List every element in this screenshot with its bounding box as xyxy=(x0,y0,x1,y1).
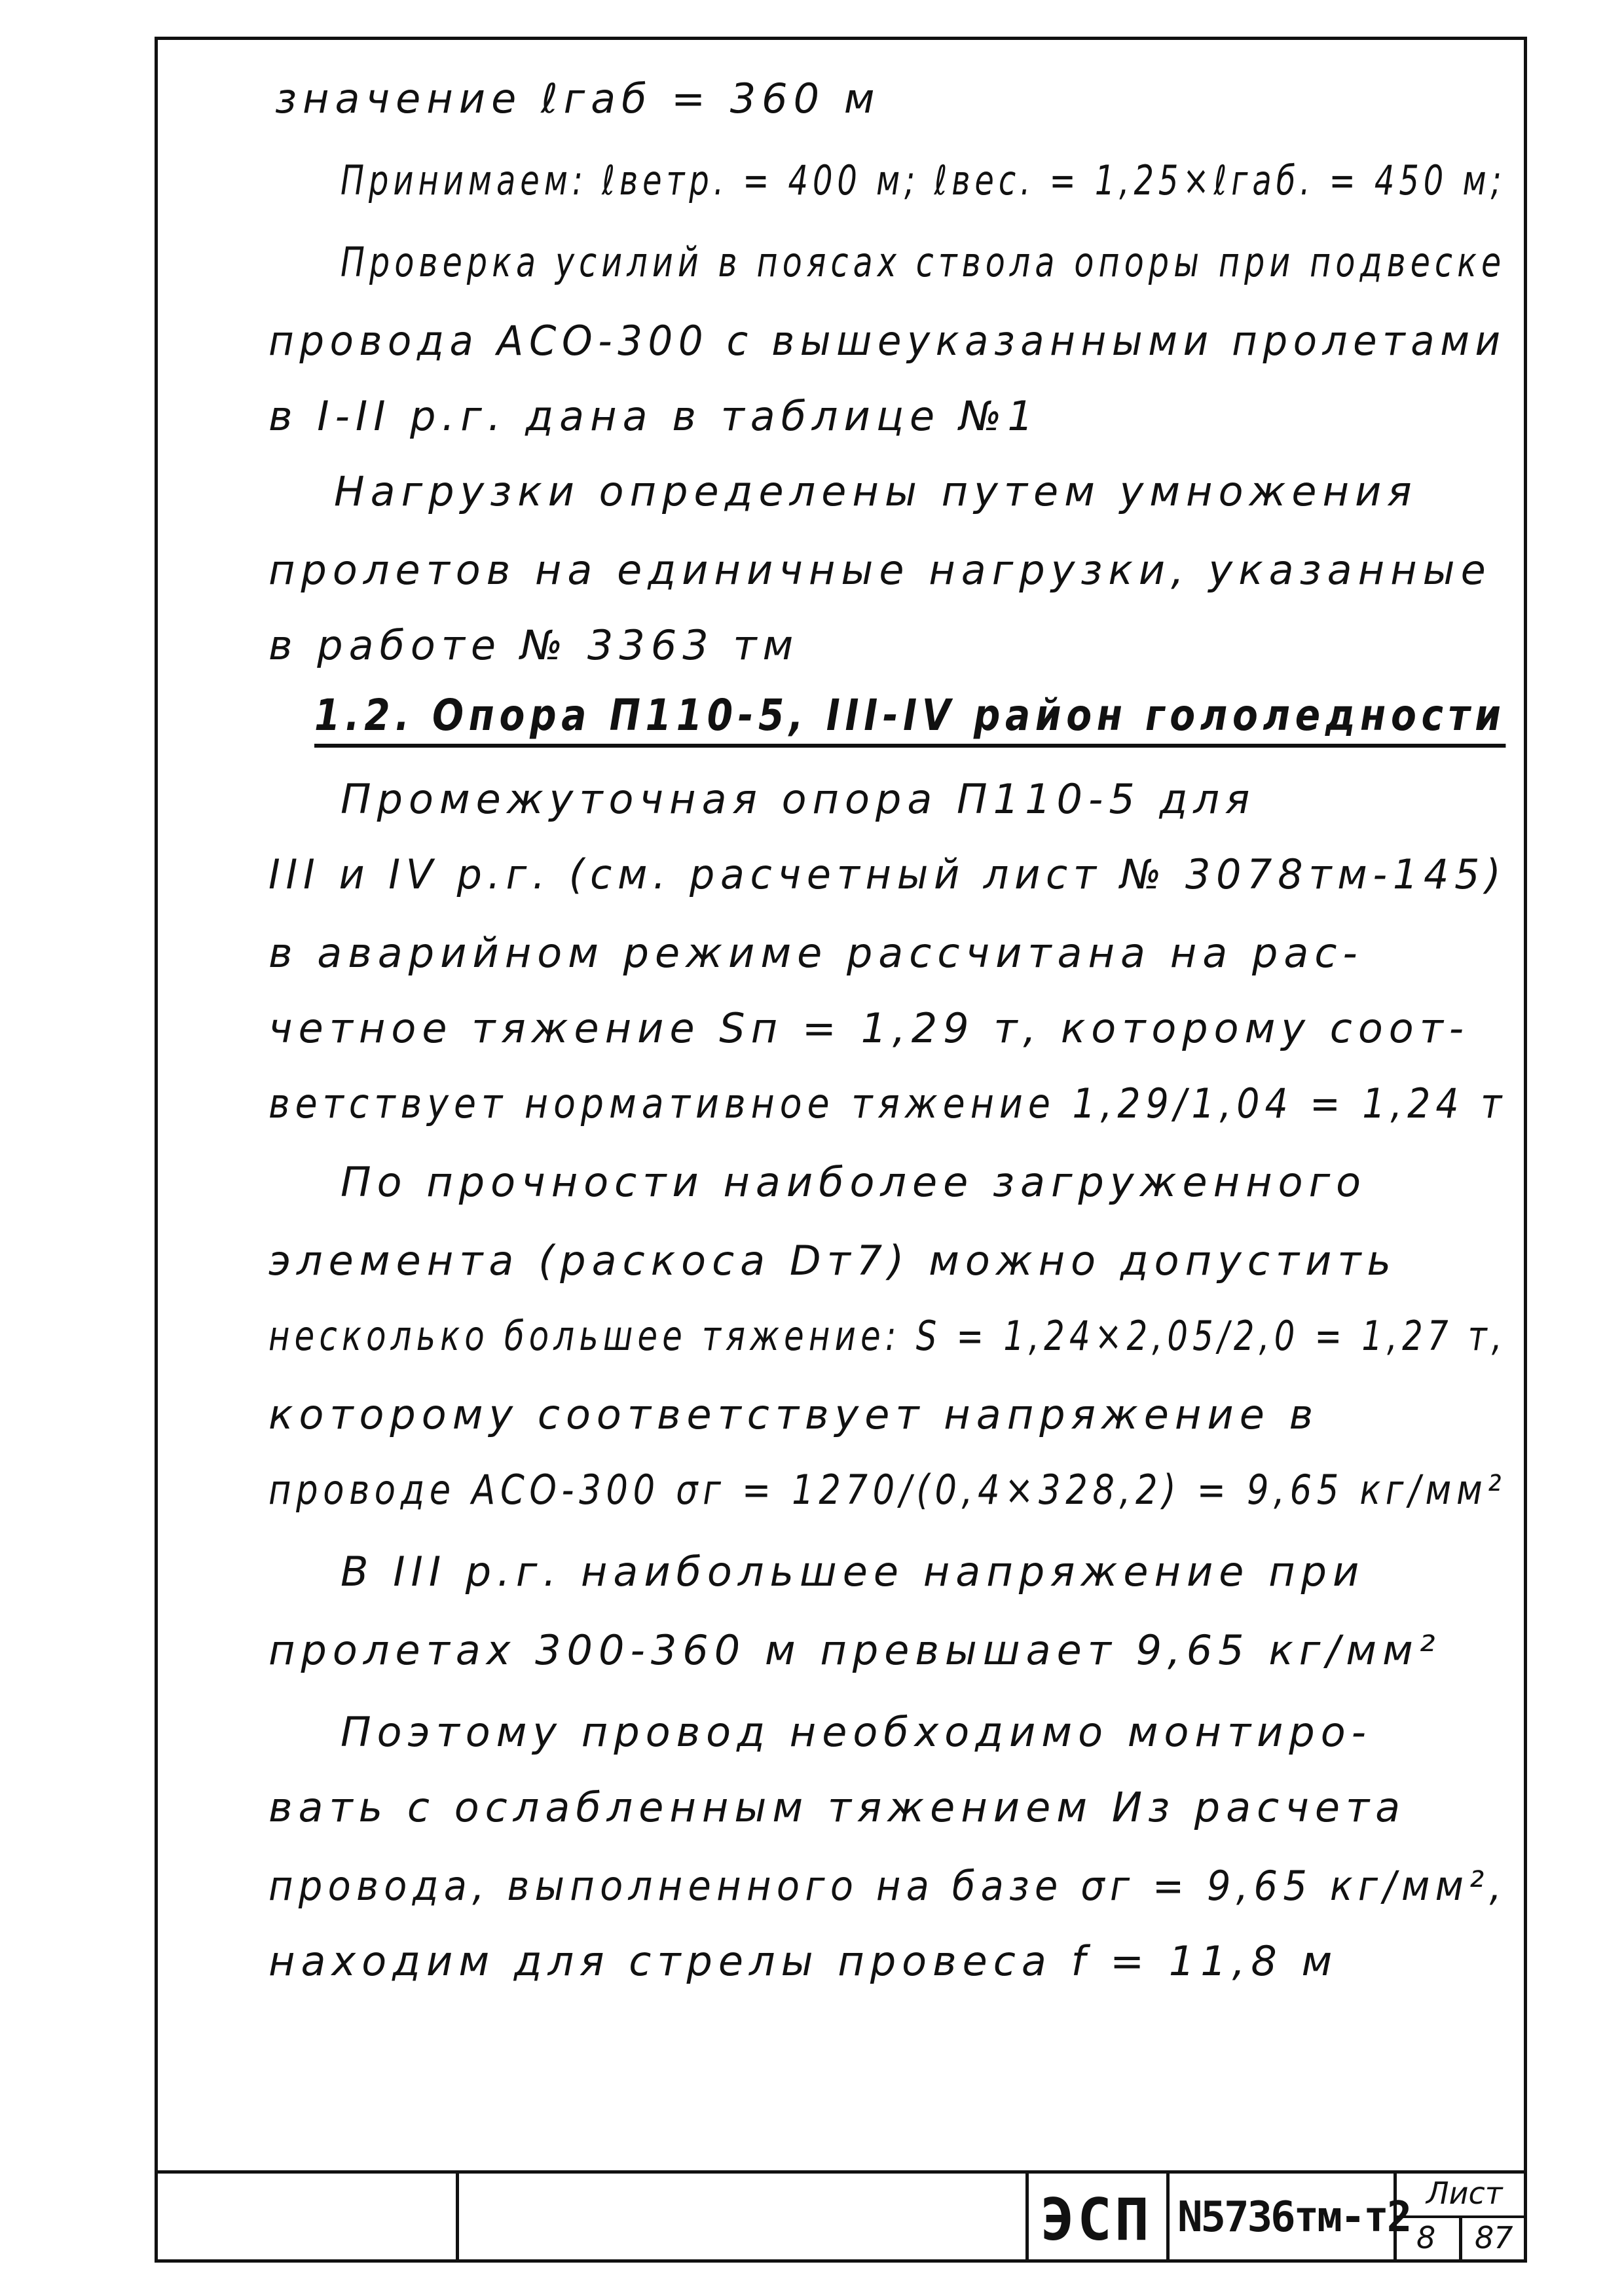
stamp-document-number: N5736тм-т2 xyxy=(1177,2193,1411,2242)
text-line: в работе № 3363 тм xyxy=(268,621,800,669)
text-line: Нагрузки определены путем умножения xyxy=(334,467,1418,515)
sheet-total: 87 xyxy=(1475,2220,1513,2255)
section-heading: 1.2. Опора П110-5, III-IV район гололедности xyxy=(314,694,1506,748)
text-line: проводе АСО-300 σг = 1270/(0,4×328,2) = 9,65 кг/мм² xyxy=(268,1466,1507,1514)
text-line: III и IV р.г. (см. расчетный лист № 3078тм-145) xyxy=(268,850,1507,898)
sheet-box-divider xyxy=(1459,2215,1462,2263)
stamp-divider xyxy=(1166,2174,1170,2263)
text-line: находим для стрелы провеса f = 11,8 м xyxy=(268,1937,1338,1985)
stamp-divider xyxy=(1025,2174,1029,2263)
text-line: По прочности наиболее загруженного xyxy=(341,1158,1367,1206)
sheet-number: 8 xyxy=(1416,2220,1436,2255)
sheet-label: Лист xyxy=(1426,2176,1503,2211)
sheet-frame xyxy=(155,37,1527,2263)
text-line: элемента (раскоса Dт7) можно допустить xyxy=(268,1237,1397,1285)
text-line: которому соответствует напряжение в xyxy=(268,1391,1320,1438)
text-line: пролетах 300-360 м превышает 9,65 кг/мм² xyxy=(268,1626,1441,1674)
text-line: в аварийном режиме рассчитана на рас- xyxy=(268,929,1363,977)
text-line: вать с ослабленным тяжением Из расчета xyxy=(268,1783,1407,1831)
stamp-divider xyxy=(456,2174,459,2263)
stamp-org: ЭСП xyxy=(1040,2186,1152,2253)
text-line: ветствует нормативное тяжение 1,29/1,04 = 1,24 т xyxy=(268,1080,1507,1127)
text-line: провода АСО-300 с вышеуказанными пролетами xyxy=(268,317,1506,365)
text-line: четное тяжение Sп = 1,29 т, которому соот- xyxy=(268,1004,1470,1052)
text-line: Принимаем: ℓветр. = 400 м; ℓвес. = 1,25×ℓгаб. = 450 м; xyxy=(341,156,1506,204)
text-line: провода, выполненного на базе σг = 9,65 кг/мм², xyxy=(268,1862,1507,1910)
text-line: Поэтому провод необходимо монтиро- xyxy=(341,1708,1373,1756)
text-line: В III р.г. наибольшее напряжение при xyxy=(341,1548,1365,1595)
text-line: Проверка усилий в поясах ствола опоры при подвеске xyxy=(341,238,1506,286)
text-line: пролетов на единичные нагрузки, указанные xyxy=(268,546,1492,594)
text-line: в I-II р.г. дана в таблице №1 xyxy=(268,392,1039,440)
text-line: Промежуточная опора П110-5 для xyxy=(341,775,1256,823)
text-line: несколько большее тяжение: S = 1,24×2,05/2,0 = 1,27 т, xyxy=(268,1312,1507,1360)
text-line: значение ℓгаб = 360 м xyxy=(275,75,881,122)
